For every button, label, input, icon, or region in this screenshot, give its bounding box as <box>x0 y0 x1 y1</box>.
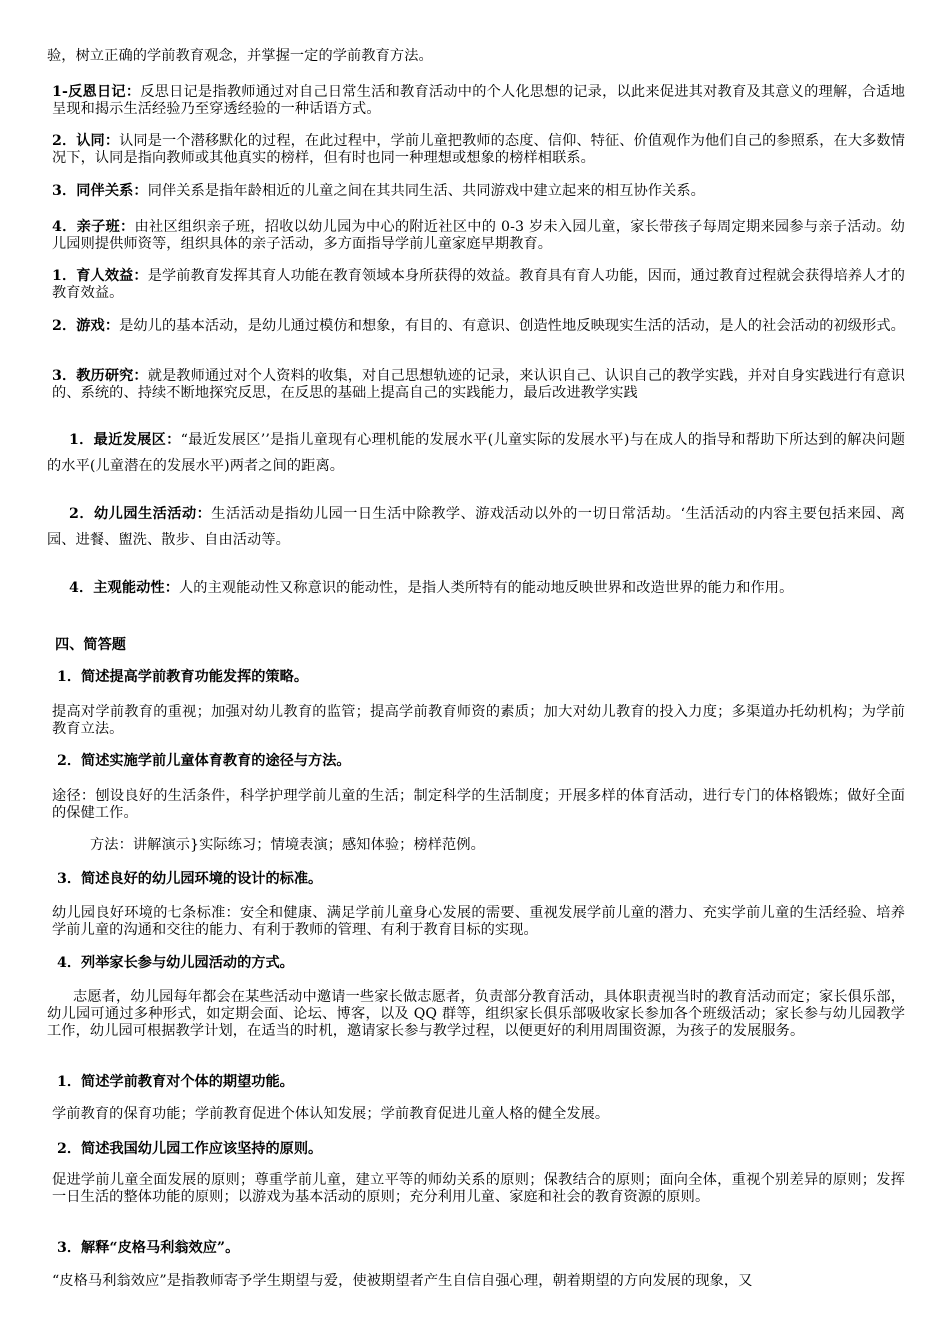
term-paragraph <box>52 268 905 302</box>
section-title: 四、简答题 <box>55 637 126 653</box>
term-paragraph <box>52 219 905 253</box>
term-label: 3．教历研究： <box>52 368 148 384</box>
term-paragraph <box>52 133 905 167</box>
answer-paragraph: 幼儿园良好环境的七条标准：安全和健康、满足学前儿童身心发展的需要、重视发展学前儿童的潜力、充实学前儿童的生活经验、培养学前儿童的沟通和交往的能力、有利于教师的管理、有利于教育目标的实现。 <box>52 905 905 938</box>
answer-paragraph: 学前教育的保育功能；学前教育促进个体认知发展；学前教育促进儿童人格的健全发展。 <box>52 1106 610 1122</box>
term-paragraph <box>52 183 905 200</box>
term-definition: 人的主观能动性又称意识的能动性，是指人类所特有的能动地反映世界和改造世界的能力和作用。 <box>179 580 794 596</box>
term-paragraph <box>52 318 905 335</box>
term-definition: “最近发展区’’是指儿童现有心理机能的发展水平(儿童实际的发展水平)与在成人的指导和帮助下所达到的解决问题的水平(儿童潜在的发展水平)两者之间的距离。 <box>47 432 905 474</box>
term-definition: 同伴关系是指年龄相近的儿童之间在其共同生活、共同游戏中建立起来的相互协作关系。 <box>147 183 705 199</box>
question-title: 1．简述提高学前教育功能发挥的策略。 <box>57 669 309 685</box>
term-paragraph <box>47 427 905 479</box>
term-label: 1．育人效益： <box>52 268 148 284</box>
term-paragraph <box>52 368 905 402</box>
term-label: 2．游戏： <box>52 318 120 334</box>
term-definition: 反思日记是指教师通过对自己日常生活和教育活动中的个人化思想的记录，以此来促进其对教育及其意义的理解，合适地呈现和揭示生活经验乃至穿透经验的一种话语方式。 <box>52 84 905 117</box>
term-label: 2．认同： <box>52 133 120 149</box>
term-paragraph <box>52 84 905 118</box>
answer-paragraph: 途径：刨设良好的生活条件，科学护理学前儿童的生活；制定科学的生活制度；开展多样的体育活动，进行专门的体格锻炼；做好全面的保健工作。 <box>52 788 905 821</box>
term-label: 3．同伴关系： <box>52 183 148 199</box>
term-definition: 是学前教育发挥其育人功能在教育领域本身所获得的效益。教育具有育人功能，因而，通过教育过程就会获得培养人才的教育效益。 <box>52 268 905 301</box>
term-definition: 生活活动是指幼儿园一日生活中除教学、游戏活动以外的一切日常活劫。‘生活活动的内容主要包括来园、离园、进餐、盥洗、散步、自由活动等。 <box>47 506 905 548</box>
answer-paragraph: 提高对学前教育的重视；加强对幼儿教育的监管；提高学前教育师资的素质；加大对幼儿教育的投入力度；多渠道办托幼机构；为学前教育立法。 <box>52 704 905 737</box>
question-title: 1．简述学前教育对个体的期望功能。 <box>57 1074 294 1090</box>
term-definition: 由社区组织亲子班，招收以幼儿园为中心的附近社区中的 0-3 岁未入园儿童，家长带孩子每周定期来园参与亲子活动。幼儿园则提供师资等，组织具体的亲子活动，多方面指导学前儿童家庭早期教育。 <box>52 219 905 252</box>
term-label: 4．主观能动性： <box>69 580 179 596</box>
term-definition: 就是教师通过对个人资料的收集，对自己思想轨迹的记录，来认识自己、认识自己的教学实践，并对自身实践进行有意识的、系统的、持续不断地探究反思，在反思的基础上提高自己的实践能力，最后改进教学实践 <box>52 368 905 401</box>
term-definition: 认同是一个潜移默化的过程，在此过程中，学前儿童把教师的态度、信仰、特征、价值观作为他们自己的参照系，在大多数情况下，认同是指向教师或其他真实的榜样，但有时也同一种理想或想象的榜样相联系。 <box>52 133 905 166</box>
answer-paragraph: 志愿者，幼儿园每年都会在某些活动中邀请一些家长做志愿者，负责部分教育活动，具体职责视当时的教育活动而定；家长俱乐部，幼儿园可通过多种形式，如定期会面、论坛、博客，以及 QQ 群等，组织家长俱乐部吸收家长参加各个班级活动；家长参与幼儿园教学工作，幼儿园可根据教学计划，在适当的时机，邀请家长参与教学过程，以便更好的利用周围资源，为孩子的发展服务。 <box>47 989 905 1039</box>
continuation-line: 验，树立正确的学前教育观念，并掌握一定的学前教育方法。 <box>47 48 433 64</box>
question-title: 3．解释“皮格马利翁效应”。 <box>57 1240 240 1256</box>
term-label: 2．幼儿园生活活动： <box>69 506 212 522</box>
term-paragraph <box>47 501 905 553</box>
term-definition: 是幼儿的基本活动，是幼儿通过模仿和想象，有目的、有意识、创造性地反映现实生活的活动，是人的社会活动的初级形式。 <box>119 318 905 334</box>
term-label: 1．最近发展区： <box>69 432 181 448</box>
question-title: 2．简述实施学前儿童体育教育的途径与方法。 <box>57 753 351 769</box>
question-title: 4．列举家长参与幼儿园活动的方式。 <box>57 955 294 971</box>
term-label: 4．亲子班： <box>52 219 135 235</box>
question-title: 2．简述我国幼儿园工作应该坚持的原则。 <box>57 1141 323 1157</box>
answer-paragraph: 促进学前儿童全面发展的原则；尊重学前儿童，建立平等的师幼关系的原则；保教结合的原则；面向全体，重视个别差异的原则；发挥一日生活的整体功能的原则；以游戏为基本活动的原则；充分利用儿童、家庭和社会的教育资源的原则。 <box>52 1172 905 1205</box>
term-paragraph <box>47 575 905 601</box>
answer-paragraph: 方法：讲解演示}实际练习；情境表演；感知体验；榜样范例。 <box>90 837 485 853</box>
question-title: 3．简述良好的幼儿园环境的设计的标准。 <box>57 871 323 887</box>
answer-paragraph: “皮格马利翁效应”是指教师寄予学生期望与爱，使被期望者产生自信自强心理，朝着期望的方向发展的现象，又 <box>52 1273 753 1289</box>
term-label: 1-反恩日记： <box>52 84 141 100</box>
